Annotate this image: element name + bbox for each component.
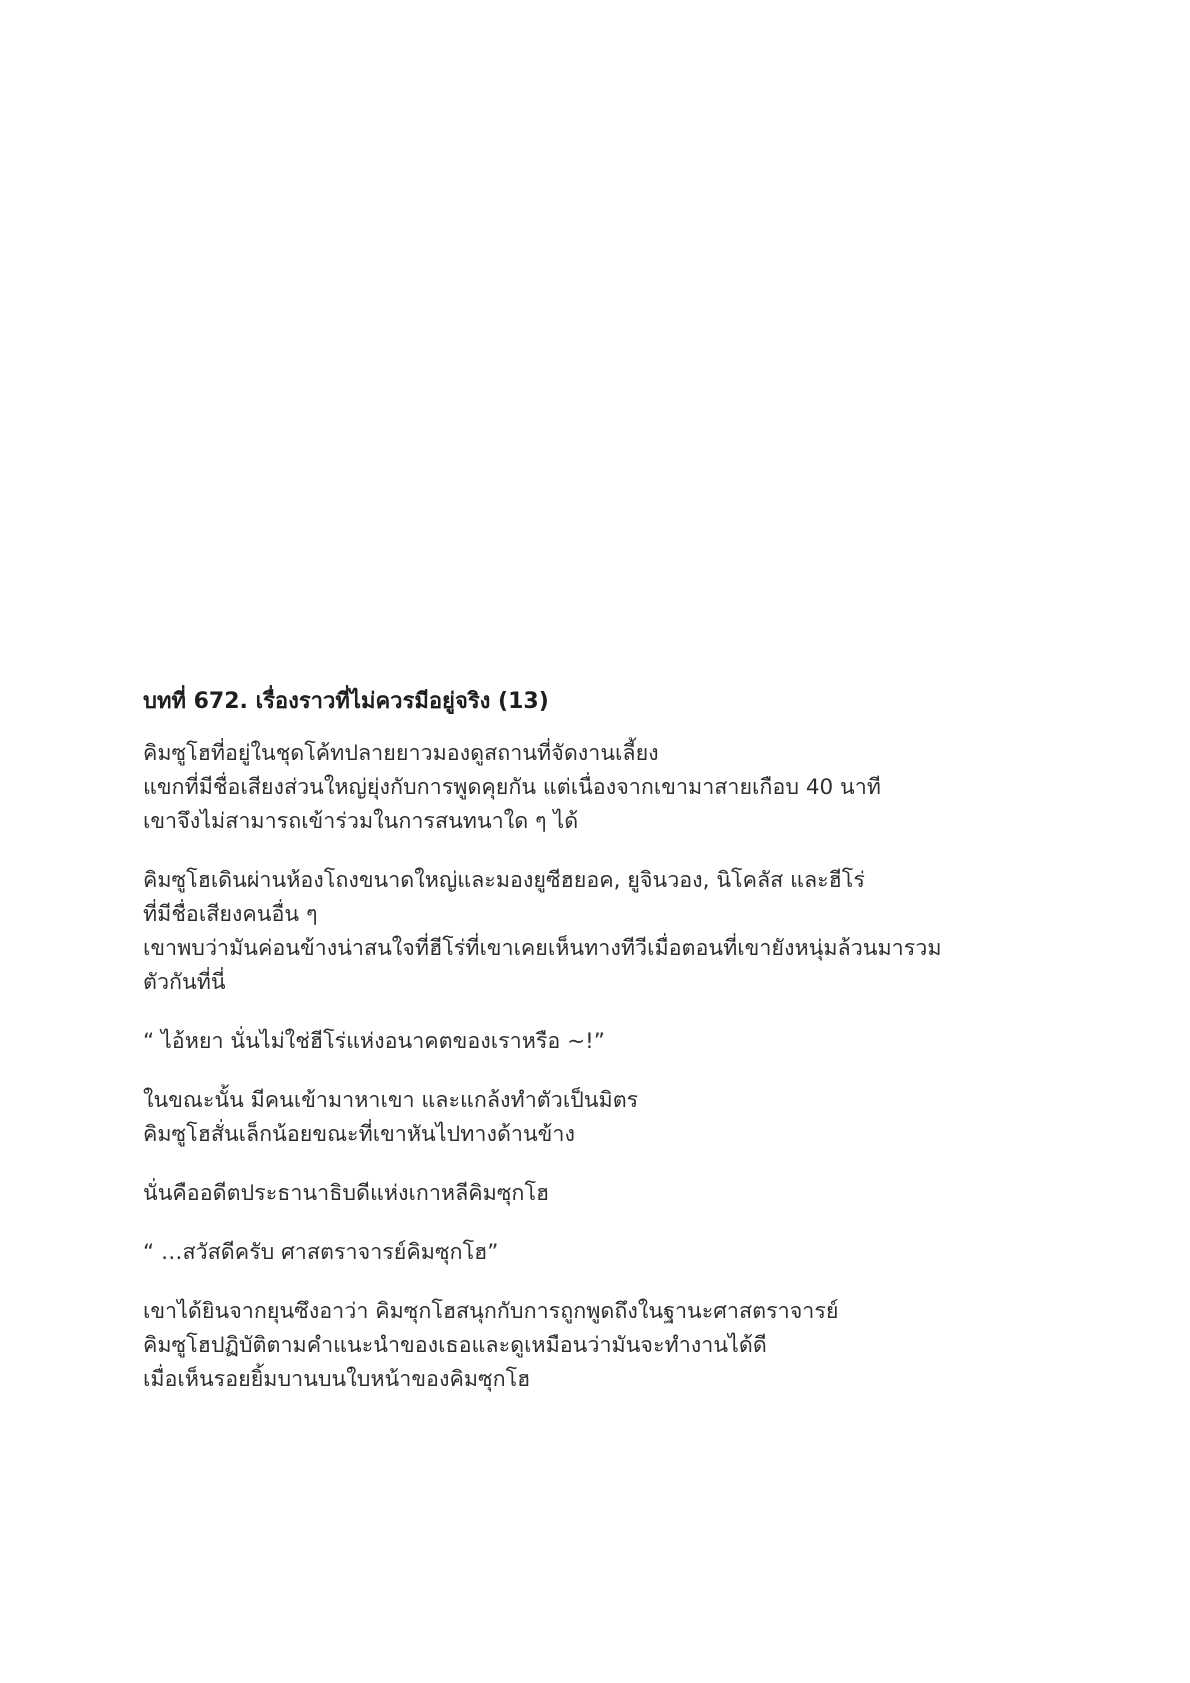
text-line: คิมซูโฮสั่นเล็กน้อยขณะที่เขาหันไปทางด้านข้าง bbox=[143, 1122, 575, 1147]
chapter-title: บทที่ 672. เรื่องราวที่ไม่ควรมีอยู่จริง (13) bbox=[143, 689, 549, 714]
paragraph bbox=[143, 1025, 1063, 1059]
text-line: แขกที่มีชื่อเสียงส่วนใหญ่ยุ่งกับการพูดคุยกัน แต่เนื่องจากเขามาสายเกือบ 40 นาที bbox=[143, 775, 881, 800]
text-line: คิมซูโฮที่อยู่ในชุดโค้ทปลายยาวมองดูสถานที่จัดงานเลี้ยง bbox=[143, 741, 659, 766]
paragraph bbox=[143, 1177, 1063, 1211]
paragraph bbox=[143, 1295, 1063, 1397]
text-line: “ …สวัสดีครับ ศาสตราจารย์คิมซุกโฮ” bbox=[143, 1240, 499, 1265]
paragraph bbox=[143, 864, 1063, 1000]
text-line: ที่มีชื่อเสียงคนอื่น ๆ bbox=[143, 902, 318, 927]
paragraph bbox=[143, 1084, 1063, 1152]
text-line: เมื่อเห็นรอยยิ้มบานบนใบหน้าของคิมซุกโฮ bbox=[143, 1367, 531, 1392]
text-line: เขาจึงไม่สามารถเข้าร่วมในการสนทนาใด ๆ ได้ bbox=[143, 809, 579, 834]
text-line: คิมซูโฮเดินผ่านห้องโถงขนาดใหญ่และมองยูซีฮยอค, ยูจินวอง, นิโคลัส และฮีโร่ bbox=[143, 868, 865, 893]
text-line: เขาพบว่ามันค่อนข้างน่าสนใจที่ฮีโร่ที่เขาเคยเห็นทางทีวีเมื่อตอนที่เขายังหนุ่มล้วนมารวม bbox=[143, 936, 942, 961]
text-line: คิมซูโฮปฏิบัติตามคำแนะนำของเธอและดูเหมือนว่ามันจะทำงานได้ดี bbox=[143, 1333, 767, 1358]
chapter-content bbox=[143, 685, 1063, 1422]
text-line: ในขณะนั้น มีคนเข้ามาหาเขา และแกล้งทำตัวเป็นมิตร bbox=[143, 1088, 639, 1113]
text-line: “ ไอ้หยา นั่นไม่ใช่ฮีโร่แห่งอนาคตของเราหรือ ~!” bbox=[143, 1029, 605, 1054]
text-line: นั่นคืออดีตประธานาธิบดีแห่งเกาหลีคิมซุกโฮ bbox=[143, 1181, 550, 1206]
paragraph bbox=[143, 1236, 1063, 1270]
text-line: ตัวกันที่นี่ bbox=[143, 970, 226, 995]
text-line: เขาได้ยินจากยุนซึงอาว่า คิมซุกโฮสนุกกับการถูกพูดถึงในฐานะศาสตราจารย์ bbox=[143, 1299, 839, 1324]
paragraph bbox=[143, 737, 1063, 839]
